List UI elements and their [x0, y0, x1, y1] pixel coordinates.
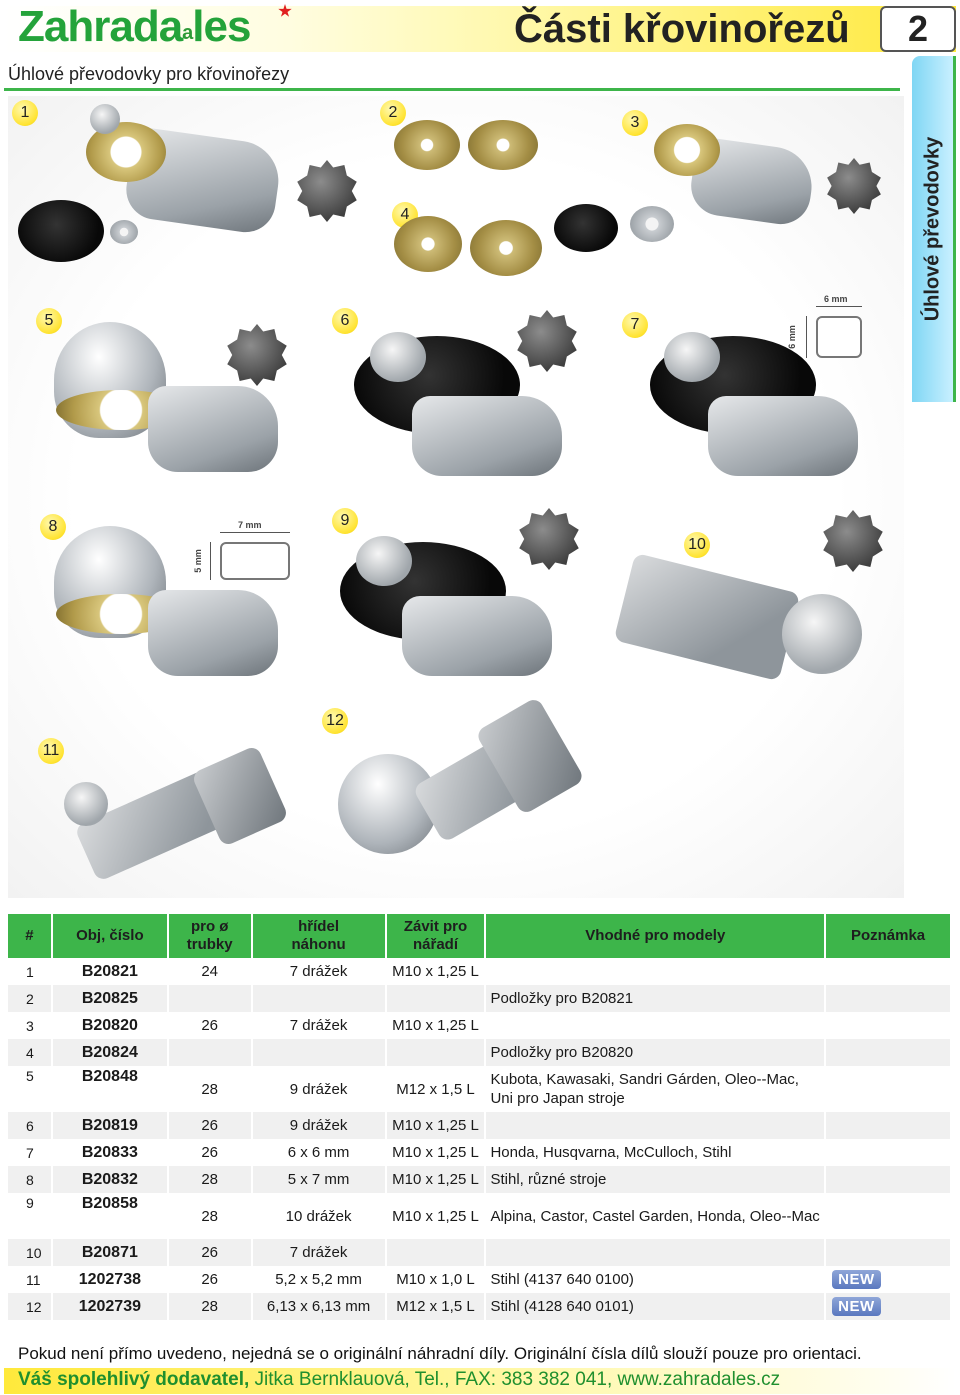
- row-index: 3: [8, 1012, 52, 1039]
- steel-washer-photo: [630, 206, 674, 242]
- photo-badge: 6: [332, 308, 358, 334]
- dimension-label: 6 mm: [786, 325, 797, 349]
- gearbox-photo: [412, 396, 562, 476]
- hub-photo: [664, 332, 720, 382]
- row-index: 9: [8, 1193, 52, 1239]
- logo-mini: a: [182, 22, 193, 44]
- compatible-models: Stihl, různé stroje: [485, 1166, 825, 1193]
- compatible-models: [485, 958, 825, 985]
- note-cell: [825, 1193, 951, 1239]
- dimension-line: [806, 316, 807, 358]
- tool-thread: [386, 1039, 486, 1066]
- brass-washer-photo: [470, 220, 542, 276]
- tube-diameter: 24: [168, 958, 252, 985]
- gearbox-photo: [708, 396, 858, 476]
- parts-table: [8, 914, 952, 1320]
- tube-diameter: 28: [168, 1066, 252, 1112]
- page-title: Části křovinořezů: [514, 7, 850, 51]
- gearbox-photo: [402, 596, 552, 676]
- hub-photo: [356, 536, 412, 586]
- footer-contact: Jitka Bernklauová, Tel., FAX: 383 382 041, www.zahradales.cz: [249, 1369, 781, 1390]
- tube-diameter: 28: [168, 1293, 252, 1320]
- subtitle-divider: [4, 88, 900, 91]
- row-index: 8: [8, 1166, 52, 1193]
- photo-badge: 4: [392, 202, 418, 228]
- drive-shaft: 5,2 x 5,2 mm: [252, 1266, 386, 1293]
- tool-thread: M10 x 1,25 L: [386, 1112, 486, 1139]
- footer-contact-line: [18, 1369, 780, 1391]
- tool-thread: M10 x 1,25 L: [386, 1193, 486, 1239]
- spline-profile-icon: [516, 310, 578, 372]
- table-row: [8, 1266, 951, 1293]
- table-row: [8, 1239, 951, 1266]
- row-index: 12: [8, 1293, 52, 1320]
- gearbox-photo: [148, 386, 278, 472]
- header-zavit: [386, 914, 486, 958]
- table-row: [8, 1112, 951, 1139]
- part-number: B20824: [52, 1039, 168, 1066]
- compatible-models: Kubota, Kawasaki, Sandri Gárden, Oleo--Mac, Uni pro Japan stroje: [485, 1066, 825, 1112]
- dimension-line: [816, 306, 862, 307]
- photo-badge: 3: [622, 110, 648, 136]
- header-models: Vhodné pro modely: [485, 914, 825, 958]
- table-row: [8, 958, 951, 985]
- photo-badge: 2: [380, 100, 406, 126]
- note-cell: [825, 958, 951, 985]
- logo-text: Zahrada: [18, 2, 183, 51]
- footer-supplier: Váš spolehlivý dodavatel,: [18, 1369, 250, 1390]
- note-cell: [825, 1112, 951, 1139]
- part-number: B20820: [52, 1012, 168, 1039]
- spline-profile-icon: [826, 158, 882, 214]
- compatible-models: Alpina, Castor, Castel Garden, Honda, Oleo--Mac: [485, 1193, 825, 1239]
- row-index: 10: [8, 1239, 52, 1266]
- tool-thread: M10 x 1,0 L: [386, 1266, 486, 1293]
- header-hridel: [252, 914, 386, 958]
- row-index: 2: [8, 985, 52, 1012]
- table-row: [8, 1139, 951, 1166]
- tube-diameter: 26: [168, 1139, 252, 1166]
- spline-profile-icon: [518, 508, 580, 570]
- square-profile-diagram: [816, 316, 862, 358]
- tool-thread: [386, 1239, 486, 1266]
- mounting-bracket-photo: [614, 553, 801, 681]
- page-number: 2: [880, 6, 956, 52]
- black-washer-photo: [18, 200, 104, 262]
- hub-photo: [64, 782, 108, 826]
- compatible-models: Honda, Husqvarna, McCulloch, Stihl: [485, 1139, 825, 1166]
- drive-shaft: 9 drážek: [252, 1112, 386, 1139]
- dimension-line: [220, 532, 290, 533]
- table-header-row: [8, 914, 951, 958]
- tube-diameter: 26: [168, 1266, 252, 1293]
- tube-diameter: 26: [168, 1012, 252, 1039]
- tool-thread: M10 x 1,25 L: [386, 958, 486, 985]
- table-row: [8, 1166, 951, 1193]
- side-tab: [912, 56, 956, 402]
- brass-washer-photo: [394, 216, 462, 272]
- drive-shaft: 7 drážek: [252, 958, 386, 985]
- header-pro: [168, 914, 252, 958]
- compatible-models: Podložky pro B20821: [485, 985, 825, 1012]
- tool-thread: M10 x 1,25 L: [386, 1139, 486, 1166]
- note-cell: [825, 1239, 951, 1266]
- row-index: 11: [8, 1266, 52, 1293]
- table-row: [8, 1193, 951, 1239]
- drive-shaft: 6 x 6 mm: [252, 1139, 386, 1166]
- note-cell: [825, 1039, 951, 1066]
- dimension-label: 7 mm: [238, 520, 262, 530]
- table-row: [8, 1039, 951, 1066]
- part-number: B20821: [52, 958, 168, 985]
- dimension-line: [210, 542, 211, 580]
- tool-thread: M12 x 1,5 L: [386, 1066, 486, 1112]
- tool-thread: [386, 985, 486, 1012]
- output-flange-photo: [782, 594, 862, 674]
- note-cell: [825, 1066, 951, 1112]
- header-zavit-line1: Závit pro: [403, 918, 468, 935]
- header-hridel-line1: hřídel: [298, 918, 339, 935]
- tool-thread: M12 x 1,5 L: [386, 1293, 486, 1320]
- photo-badge: 5: [36, 308, 62, 334]
- tube-diameter: 26: [168, 1112, 252, 1139]
- row-index: 6: [8, 1112, 52, 1139]
- table-row: [8, 1293, 951, 1320]
- photo-badge: 1: [12, 100, 38, 126]
- note-cell: [825, 1139, 951, 1166]
- photo-badge: 11: [38, 738, 64, 764]
- note-cell: [825, 1266, 951, 1293]
- table-row: [8, 1012, 951, 1039]
- tube-diameter: 28: [168, 1193, 252, 1239]
- drive-shaft: 9 drážek: [252, 1066, 386, 1112]
- compatible-models: [485, 1239, 825, 1266]
- part-number: 1202739: [52, 1293, 168, 1320]
- row-index: 4: [8, 1039, 52, 1066]
- photo-badge: 12: [322, 708, 348, 734]
- part-number: B20825: [52, 985, 168, 1012]
- page-subtitle: Úhlové převodovky pro křovinořezy: [8, 64, 290, 84]
- header-note: Poznámka: [825, 914, 951, 958]
- table-row: [8, 1066, 951, 1112]
- note-cell: [825, 1012, 951, 1039]
- clamp-ring-photo: [654, 124, 720, 176]
- new-badge: NEW: [832, 1297, 881, 1316]
- drive-shaft: 10 drážek: [252, 1193, 386, 1239]
- compatible-models: Podložky pro B20820: [485, 1039, 825, 1066]
- dimension-label: 6 mm: [824, 294, 848, 304]
- brass-washer-photo: [394, 120, 460, 170]
- steel-washer-photo: [110, 220, 138, 244]
- logo-tail: les: [192, 2, 251, 51]
- photo-badge: 10: [684, 532, 710, 558]
- note-cell: [825, 985, 951, 1012]
- gearbox-photo: [148, 590, 278, 676]
- brass-washer-photo: [468, 120, 538, 170]
- photo-badge: 8: [40, 514, 66, 540]
- footer-bar: [4, 1368, 956, 1394]
- dimension-label: 5 mm: [192, 549, 203, 573]
- spline-profile-icon: [822, 510, 884, 572]
- spline-profile-icon: [296, 160, 358, 222]
- header-idx: #: [8, 914, 52, 958]
- header-pro-line1: pro ø: [190, 918, 229, 935]
- compatible-models: [485, 1012, 825, 1039]
- part-number: 1202738: [52, 1266, 168, 1293]
- part-number: B20858: [52, 1193, 168, 1239]
- drive-shaft: [252, 985, 386, 1012]
- header-zavit-line2: nářadí: [412, 936, 458, 953]
- compatible-models: Stihl (4128 640 0101): [485, 1293, 825, 1320]
- header-pro-line2: trubky: [186, 936, 233, 953]
- compatible-models: [485, 1112, 825, 1139]
- product-photo-area: [8, 96, 904, 898]
- bolt-photo: [90, 104, 120, 134]
- row-index: 1: [8, 958, 52, 985]
- photo-badge: 7: [622, 312, 648, 338]
- new-badge: NEW: [832, 1270, 881, 1289]
- part-number: B20833: [52, 1139, 168, 1166]
- spline-profile-icon: [226, 324, 288, 386]
- black-washer-photo: [554, 204, 618, 252]
- part-number: B20819: [52, 1112, 168, 1139]
- part-number: B20832: [52, 1166, 168, 1193]
- compatible-models: Stihl (4137 640 0100): [485, 1266, 825, 1293]
- tube-diameter: [168, 985, 252, 1012]
- header-obj: Obj, číslo: [52, 914, 168, 958]
- tool-thread: M10 x 1,25 L: [386, 1012, 486, 1039]
- note-cell: [825, 1166, 951, 1193]
- row-index: 5: [8, 1066, 52, 1112]
- hub-photo: [370, 332, 426, 382]
- tube-diameter: [168, 1039, 252, 1066]
- drive-shaft: 7 drážek: [252, 1012, 386, 1039]
- table-row: [8, 985, 951, 1012]
- part-number: B20848: [52, 1066, 168, 1112]
- part-number: B20871: [52, 1239, 168, 1266]
- side-tab-label: Úhlové převodovky: [921, 136, 943, 322]
- row-index: 7: [8, 1139, 52, 1166]
- drive-shaft: 5 x 7 mm: [252, 1166, 386, 1193]
- drive-shaft: 7 drážek: [252, 1239, 386, 1266]
- drive-shaft: [252, 1039, 386, 1066]
- drive-shaft: 6,13 x 6,13 mm: [252, 1293, 386, 1320]
- footer-disclaimer: Pokud není přímo uvedeno, nejedná se o originální náhradní díly. Originální čísla dílů slouží pouze pro orientaci.: [18, 1344, 862, 1363]
- photo-badge: 9: [332, 508, 358, 534]
- logo: [18, 4, 250, 56]
- header-hridel-line2: náhonu: [291, 936, 346, 953]
- tube-diameter: 28: [168, 1166, 252, 1193]
- note-cell: [825, 1293, 951, 1320]
- rect-profile-diagram: [220, 542, 290, 580]
- tube-diameter: 26: [168, 1239, 252, 1266]
- tool-thread: M10 x 1,25 L: [386, 1166, 486, 1193]
